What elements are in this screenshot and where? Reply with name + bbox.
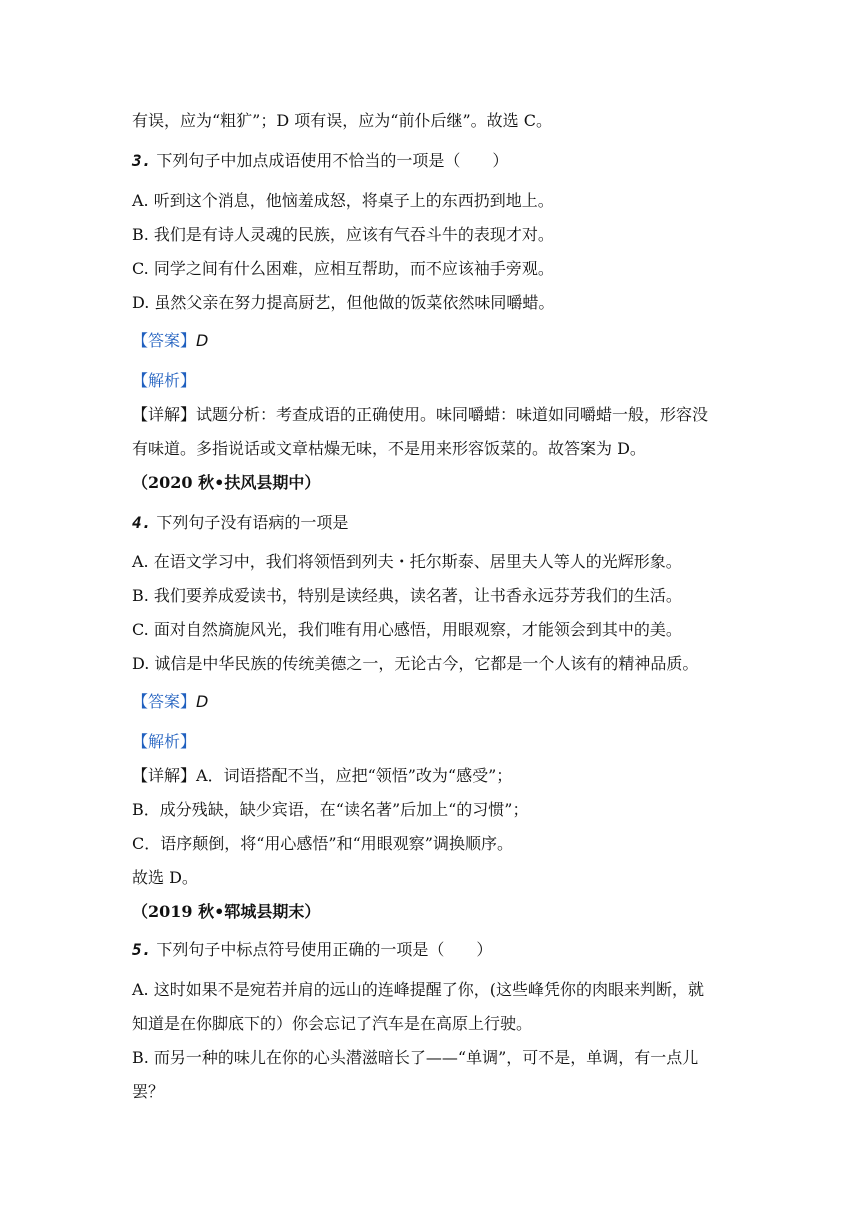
question-3-stem [132, 150, 508, 172]
question-number: 5. [132, 940, 152, 959]
question-4-stem [132, 512, 348, 534]
question-text: 下列句子中标点符号使用正确的一项是（ ） [156, 940, 493, 959]
question-3-detail-line-2: 有味道。多指说话或文章枯燥无味，不是用来形容饭菜的。故答案为 D。 [132, 439, 646, 458]
question-text: 下列句子没有语病的一项是 [156, 513, 349, 532]
source-label-q4: （2020 秋•扶风县期中） [132, 473, 321, 492]
question-4-detail-line-3: C．语序颠倒，将“用心感悟”和“用眼观察”调换顺序。 [132, 834, 513, 853]
question-4-detail-line-1: 【详解】A．词语搭配不当，应把“领悟”改为“感受”； [132, 766, 513, 785]
question-4-option-d: D. 诚信是中华民族的传统美德之一，无论古今，它都是一个人该有的精神品质。 [132, 654, 699, 673]
question-3-option-d: D. 虽然父亲在努力提高厨艺，但他做的饭菜依然味同嚼蜡。 [132, 293, 555, 312]
question-4-option-b: B. 我们要养成爱读书，特别是读经典，读名著，让书香永远芬芳我们的生活。 [132, 586, 682, 605]
question-5-stem [132, 939, 492, 961]
answer-tag: 【答案】 [132, 331, 197, 350]
question-text: 下列句子中加点成语使用不恰当的一项是（ ） [156, 151, 509, 170]
question-number: 3. [132, 151, 152, 170]
answer-value: D [196, 692, 209, 711]
question-4-detail-line-4: 故选 D。 [132, 868, 198, 887]
answer-tag: 【答案】 [132, 692, 197, 711]
detail-tag: 【详解】 [132, 766, 197, 785]
question-3-analysis-tag: 【解析】 [132, 371, 197, 390]
question-3-detail-line-1: 【详解】试题分析：考查成语的正确使用。味同嚼蜡：味道如同嚼蜡一般，形容没 [132, 405, 709, 424]
question-4-option-c: C. 面对自然旖旎风光，我们唯有用心感悟，用眼观察，才能领会到其中的美。 [132, 620, 682, 639]
question-5-option-a-line-1: A. 这时如果不是宛若并肩的远山的连峰提醒了你，(这些峰凭你的肉眼来判断，就 [132, 980, 704, 999]
question-5-option-b-line-1: B. 而另一种的味儿在你的心头潜滋暗长了——“单调”，可不是，单调，有一点儿 [132, 1048, 699, 1067]
question-3-option-b: B. 我们是有诗人灵魂的民族，应该有气吞斗牛的表现才对。 [132, 225, 554, 244]
source-label-q5: （2019 秋•郓城县期末） [132, 902, 321, 921]
question-4-answer [132, 691, 208, 713]
detail-tag: 【详解】 [132, 405, 197, 424]
question-5-option-a-line-2: 知道是在你脚底下的）你会忘记了汽车是在高原上行驶。 [132, 1014, 533, 1033]
question-3-option-c: C. 同学之间有什么困难，应相互帮助，而不应该袖手旁观。 [132, 259, 554, 278]
question-4-detail-line-2: B．成分残缺，缺少宾语，在“读名著”后加上“的习惯”； [132, 800, 529, 819]
question-5-option-b-line-2: 罢？ [132, 1082, 165, 1101]
question-4-option-a: A. 在语文学习中，我们将领悟到列夫・托尔斯泰、居里夫人等人的光辉形象。 [132, 552, 682, 571]
question-4-analysis-tag: 【解析】 [132, 732, 197, 751]
question-3-option-a: A. 听到这个消息，他恼羞成怒，将桌子上的东西扔到地上。 [132, 191, 554, 210]
prev-answer-line: 有误，应为“粗犷”；D 项有误，应为“前仆后继”。故选 C。 [132, 111, 552, 130]
question-3-answer [132, 330, 208, 352]
question-number: 4. [132, 513, 152, 532]
answer-value: D [196, 331, 209, 350]
